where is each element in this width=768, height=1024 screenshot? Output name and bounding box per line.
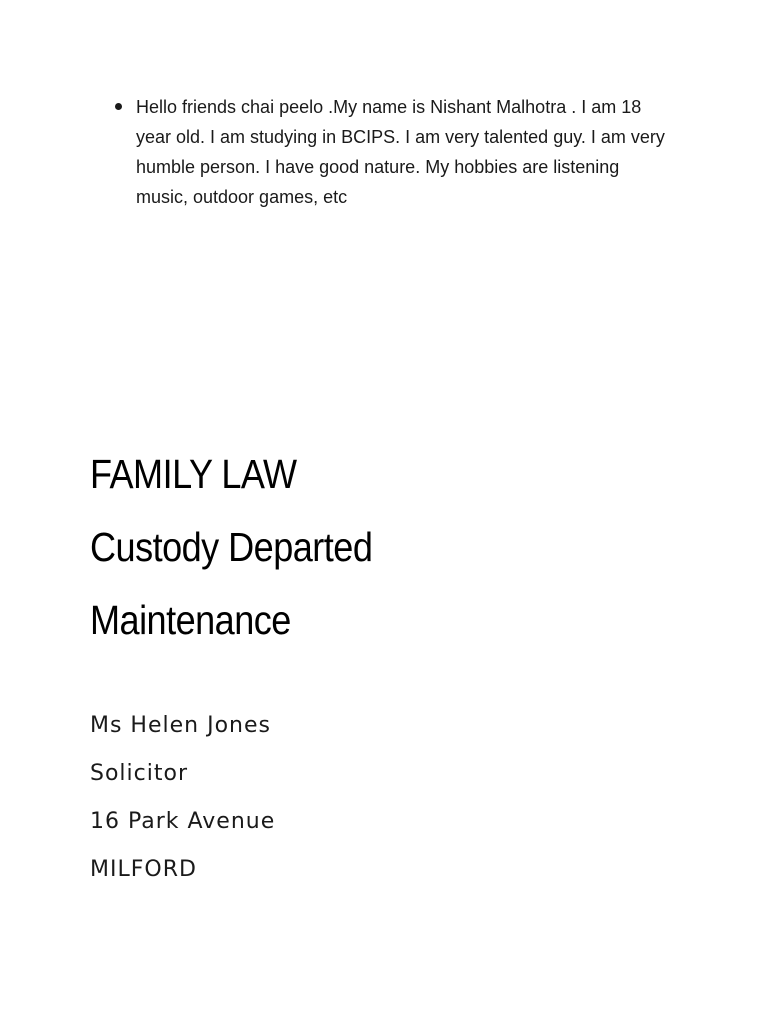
heading-family-law: FAMILY LAW — [90, 451, 297, 497]
intro-bullet-text: Hello friends chai peelo .My name is Nishant Malhotra . I am 18 year old. I am studying in BCIPS. I am very talented guy. I am very humble person. I have good nature. My hobbies are listening music, outdoor games, etc — [136, 97, 665, 207]
intro-bullet-list — [112, 92, 672, 212]
address-street: 16 Park Avenue — [90, 809, 276, 834]
intro-bullet-item — [112, 92, 672, 212]
address-name: Ms Helen Jones — [90, 713, 271, 738]
heading-maintenance: Maintenance — [90, 597, 291, 643]
address-title: Solicitor — [90, 761, 188, 786]
heading-custody-departed: Custody Departed — [90, 524, 373, 570]
address-block — [90, 702, 490, 894]
heading-block — [90, 438, 710, 657]
address-town: MILFORD — [90, 857, 197, 882]
bullet-dot-icon — [115, 103, 122, 110]
